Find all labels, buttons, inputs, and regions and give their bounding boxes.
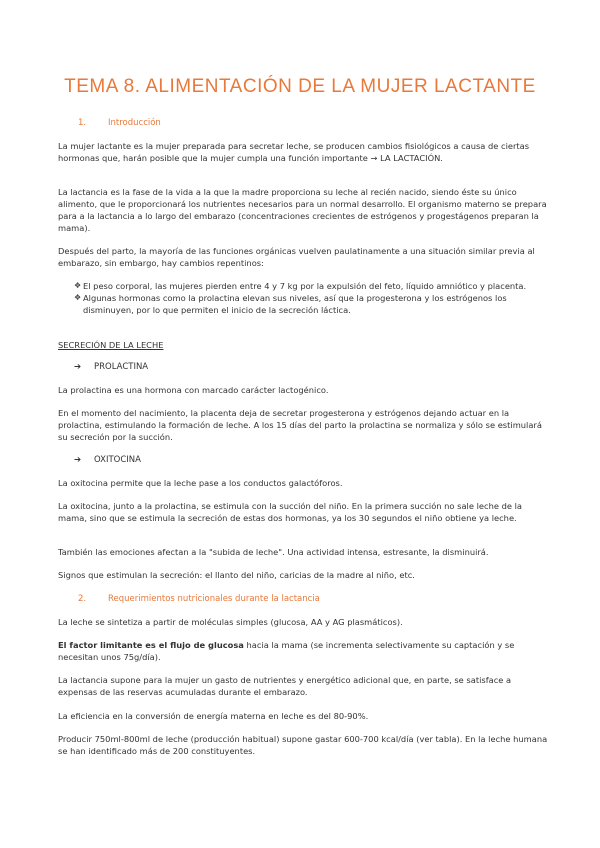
paragraph-7: La oxitocina, junto a la prolactina, se estimula con la succión del niño. En la primera succión no sale leche de la mama, sino que se estimula la secreción de estas dos hormonas, ya los 30 segundos el niño obtiene ya leche.: [58, 501, 522, 523]
subheading-label: PROLACTINA: [94, 362, 149, 372]
bold-phrase: El factor limitante es el flujo de glucosa: [58, 640, 244, 650]
paragraph-14: Producir 750ml-800ml de leche (producción habitual) supone gastar 600-700 kcal/día (ver tabla). En la leche humana se han identificado más de 200 constituyentes.: [58, 734, 548, 756]
diamond-bullet-icon: ❖: [74, 281, 82, 290]
paragraph-text: hacia la mama (se incrementa selectivamente su captación y se necesitan unos 75g/día).: [58, 640, 515, 662]
section-number: 2.: [78, 594, 87, 604]
paragraph-12: La lactancia supone para la mujer un gasto de nutrientes y energético adicional que, en parte, se satisface a expensas de las reservas acumuladas durante el embarazo.: [58, 675, 512, 697]
list-item: [58, 292, 548, 316]
section-title: Introducción: [108, 118, 161, 128]
section-title: Requerimientos nutricionales durante la lactancia: [108, 594, 320, 604]
bullet-list: [58, 280, 548, 316]
diamond-bullet-icon: ❖: [74, 293, 82, 302]
paragraph-6: La oxitocina permite que la leche pase a los conductos galactóforos.: [58, 478, 343, 488]
list-item: [58, 280, 548, 292]
paragraph-4: La prolactina es una hormona con marcado carácter lactogénico.: [58, 385, 329, 395]
paragraph-5: En el momento del nacimiento, la placenta deja de secretar progesterona y estrógenos dejando actuar en la prolactina, estimulando la formación de leche. A los 15 días del parto la prolactina se normaliza y sólo se estimulará su secreción por la succión.: [58, 408, 542, 442]
paragraph-1: La mujer lactante es la mujer preparada para secretar leche, se producen cambios fisiológicos a causa de ciertas hormonas que, harán posible que la mujer cumpla una función importante → LA LACTACIÓN.: [58, 141, 530, 163]
paragraph-8: También las emociones afectan a la "subida de leche". Una actividad intensa, estresante, la disminuirá.: [58, 547, 489, 557]
arrow-icon: ➔: [74, 455, 82, 465]
paragraph-11: [58, 639, 548, 663]
bullet-text: El peso corporal, las mujeres pierden entre 4 y 7 kg por la expulsión del feto, líquido amniótico y placenta.: [83, 281, 527, 291]
subheading-prolactina: [74, 361, 148, 373]
section-number: 1.: [78, 118, 87, 128]
paragraph-9: Signos que estimulan la secreción: el llanto del niño, caricias de la madre al niño, etc.: [58, 570, 415, 580]
paragraph-13: La eficiencia en la conversión de energía materna en leche es del 80-90%.: [58, 711, 369, 721]
subheading-oxitocina: [74, 454, 141, 466]
section-heading-introduccion: [58, 117, 548, 129]
subsection-heading: SECRECIÓN DE LA LECHE: [58, 340, 164, 350]
section-heading-requerimientos: [58, 593, 548, 605]
paragraph-10: La leche se sintetiza a partir de moléculas simples (glucosa, AA y AG plasmáticos).: [58, 617, 403, 627]
arrow-icon: ➔: [74, 362, 82, 372]
paragraph-3: Después del parto, la mayoría de las funciones orgánicas vuelven paulatinamente a una situación similar previa al embarazo, sin embargo, hay cambios repentinos:: [58, 246, 535, 268]
bullet-text: Algunas hormonas como la prolactina elevan sus niveles, así que la progesterona y los estrógenos los disminuyen, por lo que permiten el inicio de la secreción láctica.: [83, 293, 507, 315]
paragraph-2: La lactancia es la fase de la vida a la que la madre proporciona su leche al recién nacido, siendo éste su único alimento, que le proporcionará los nutrientes necesarios para un normal desarrollo. El organismo materno se prepara para a la lactancia a lo largo del embarazo (concentraciones crecientes de estrógenos y progestágenos preparan la mama).: [58, 187, 547, 233]
subheading-label: OXITOCINA: [94, 455, 141, 465]
page-title: TEMA 8. ALIMENTACIÓN DE LA MUJER LACTANTE: [64, 76, 536, 97]
